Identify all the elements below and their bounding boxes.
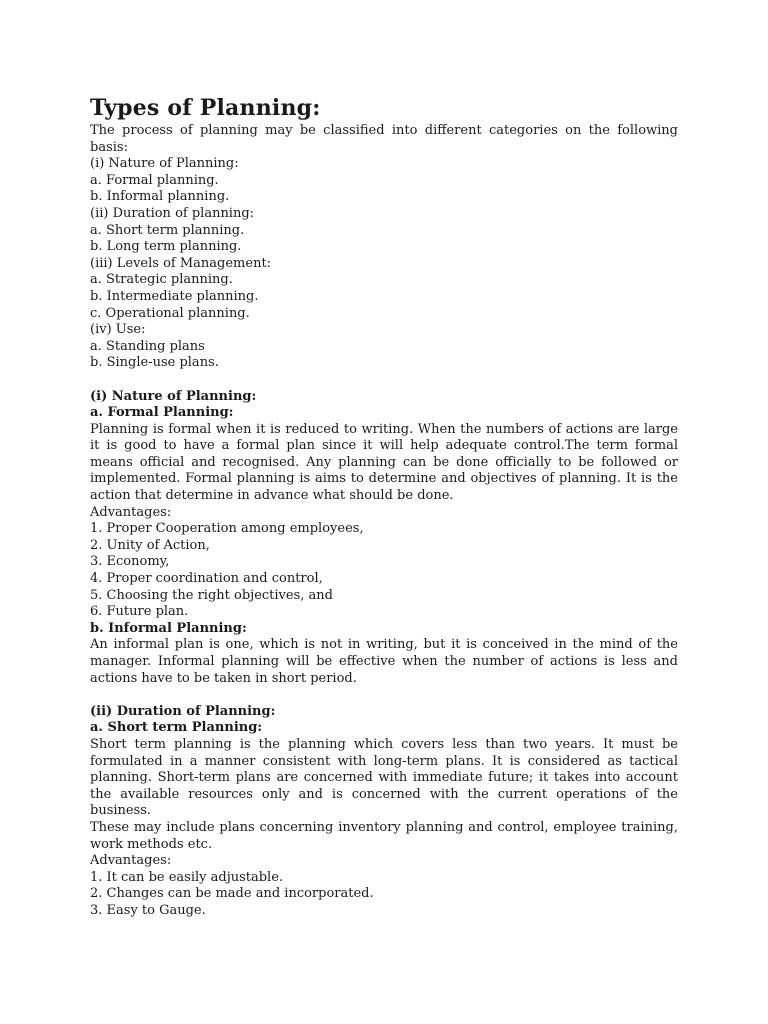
section-heading: (i) Nature of Planning: bbox=[90, 388, 257, 404]
informal-planning-paragraph: An informal plan is one, which is not in writing, but it is conceived in the mind of the manager. Informal planning will be effective when the number of actions is less and actions have to be taken in short period. bbox=[90, 637, 678, 686]
list-item: 5. Choosing the right objectives, and bbox=[90, 587, 333, 603]
list-item: 2. Changes can be made and incorporated. bbox=[90, 886, 374, 902]
spacer bbox=[90, 372, 678, 389]
list-item: 3. Easy to Gauge. bbox=[90, 902, 206, 918]
short-term-paragraph-2: These may include plans concerning inventory planning and control, employee training, work methods etc. bbox=[90, 819, 678, 852]
intro-paragraph: The process of planning may be classified into different categories on the following basis: bbox=[90, 123, 678, 155]
list-item: b. Long term planning. bbox=[90, 239, 242, 255]
list-item: c. Operational planning. bbox=[90, 305, 250, 321]
spacer bbox=[90, 687, 678, 704]
list-item: 4. Proper coordination and control, bbox=[90, 571, 323, 587]
list-item: (ii) Duration of planning: bbox=[90, 205, 255, 221]
list-item: a. Short term planning. bbox=[90, 222, 245, 238]
advantages-label: Advantages: bbox=[90, 853, 172, 869]
list-item: 1. It can be easily adjustable. bbox=[90, 869, 284, 885]
list-item: 1. Proper Cooperation among employees, bbox=[90, 521, 364, 537]
subsection-heading: b. Informal Planning: bbox=[90, 620, 247, 636]
short-term-paragraph: Short term planning is the planning which covers less than two years. It must be formulated in a manner consistent with long-term plans. It is considered as tactical planning. Short-term plans are concerned with immediate future; it takes into account the available resources only and is concerned with the current operations of the business. bbox=[90, 736, 678, 819]
list-item: a. Strategic planning. bbox=[90, 272, 233, 288]
list-item: 3. Economy, bbox=[90, 554, 170, 570]
advantages-label: Advantages: bbox=[90, 504, 172, 520]
list-item: (iv) Use: bbox=[90, 322, 146, 338]
subsection-heading: a. Formal Planning: bbox=[90, 405, 234, 421]
formal-advantages-list bbox=[90, 521, 678, 621]
list-item: 6. Future plan. bbox=[90, 604, 189, 620]
section-heading: (ii) Duration of Planning: bbox=[90, 703, 276, 719]
list-item: a. Formal planning. bbox=[90, 172, 219, 188]
formal-planning-paragraph: Planning is formal when it is reduced to writing. When the numbers of actions are large it is good to have a formal plan since it will help adequate control.The term formal means official and recognised. Any planning can be done officially to be followed or implemented. Formal planning is aims to determine and objectives of planning. It is the action that determine in advance what should be done. bbox=[90, 421, 678, 504]
list-item: (i) Nature of Planning: bbox=[90, 156, 239, 172]
list-item: b. Informal planning. bbox=[90, 189, 230, 205]
short-term-advantages-list bbox=[90, 870, 678, 920]
list-item: b. Intermediate planning. bbox=[90, 288, 259, 304]
subsection-heading: a. Short term Planning: bbox=[90, 720, 263, 736]
list-item: a. Standing plans bbox=[90, 338, 205, 354]
list-item: (iii) Levels of Management: bbox=[90, 255, 272, 271]
page-title: Types of Planning: bbox=[90, 95, 321, 121]
basis-list bbox=[90, 156, 678, 372]
document-page bbox=[90, 95, 678, 920]
list-item: 2. Unity of Action, bbox=[90, 537, 210, 553]
list-item: b. Single-use plans. bbox=[90, 355, 219, 371]
